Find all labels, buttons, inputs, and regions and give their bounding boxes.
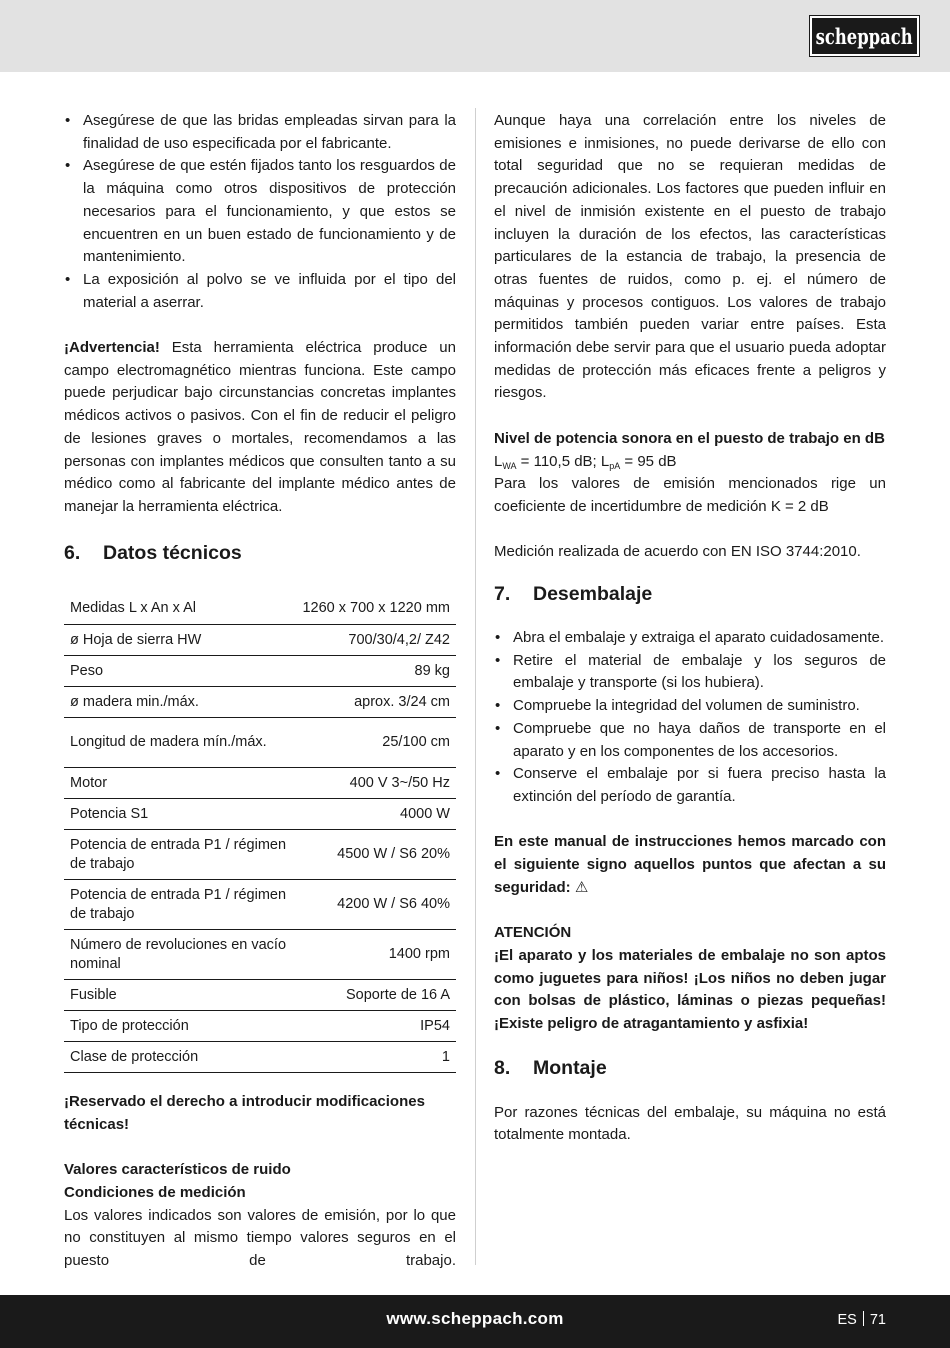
uncertainty-text: Para los valores de emisión mencionados rige un coeficiente de incertidumbre de medición K = 2 dB [494, 475, 886, 515]
table-row: Longitud de madera mín./máx. 25/100 cm [64, 718, 456, 768]
column-divider [475, 108, 476, 1265]
sound-values: $L_{WA} = 110,5$ dB; $L_{pA} = 95$ dB [494, 452, 677, 471]
page-number: 71 [869, 1312, 886, 1328]
section-6-heading: 6. Datos técnicos [64, 541, 242, 564]
page-indicator [838, 1311, 886, 1328]
list-item: • Conserve el embalaje por si fuera preciso hasta la extinción del período de garantía. [494, 763, 886, 808]
warning-label: ¡Advertencia! [64, 339, 160, 357]
sound-power-heading: Nivel de potencia sonora en el puesto de trabajo en dB [494, 429, 885, 447]
list-item: • Asegúrese de que las bridas empleadas sirvan para la finalidad de uso especificada por el fabricante. [64, 110, 456, 155]
reserved-note: ¡Reservado el derecho a introducir modificaciones técnicas! [64, 1093, 425, 1133]
list-item: • Abra el embalaje y extraiga el aparato cuidadosamente. [494, 627, 886, 650]
scheppach-logo: scheppach [810, 16, 919, 56]
list-item: • Compruebe que no haya daños de transporte en el aparato y en los componentes de los accesorios. [494, 718, 886, 763]
table-row: Clase de protección 1 [64, 1042, 456, 1073]
website-url: www.scheppach.com [386, 1309, 564, 1328]
table-row: Potencia S1 4000 W [64, 799, 456, 830]
list-item: • Compruebe la integridad del volumen de suministro. [494, 695, 886, 718]
list-item: • La exposición al polvo se ve influida por el tipo del material a aserrar. [64, 269, 456, 314]
section-7-heading: 7. Desembalaje [494, 583, 653, 606]
table-row: Fusible Soporte de 16 A [64, 980, 456, 1011]
header-bar [0, 0, 950, 72]
language-code: ES [837, 1312, 857, 1328]
table-row: Potencia de entrada P1 / régimen de trabajo 4200 W / S6 40% [64, 880, 456, 930]
montaje-text: Por razones técnicas del embalaje, su máquina no está totalmente montada. [494, 1103, 886, 1144]
table-row: Motor 400 V 3~/50 Hz [64, 768, 456, 799]
measurement-standard: Medición realizada de acuerdo con EN ISO 3744:2010. [494, 543, 861, 561]
table-row: ø madera min./máx. aprox. 3/24 cm [64, 687, 456, 718]
tech-data-table [64, 594, 456, 1074]
electromagnetic-warning [64, 337, 456, 519]
unpacking-bullets [494, 627, 886, 809]
right-column [494, 110, 886, 1147]
warning-text: Esta herramienta eléctrica produce un campo electromagnético mientras funciona. Este campo puede perjudicar bajo circunstancias concretas implantes médicos activos o pasivos. Con el fin de reducir el peligro de lesiones graves o mortales, recomendamos a las personas con implantes médicos que consulten tanto a su médico como al fabricante del implante médico antes de manejar la herramienta eléctrica. [64, 339, 456, 515]
measurement-conditions-heading: Condiciones de medición [64, 1183, 246, 1201]
warning-triangle-icon: ⚠ [574, 878, 589, 896]
list-item: • Asegúrese de que estén fijados tanto los resguardos de la máquina como otros dispositivos de protección necesarios para el funcionamiento, y que estos se encuentren en un buen estado de funcionamiento y de mantenimiento. [64, 155, 456, 269]
table-row: Medidas L x An x Al 1260 x 700 x 1220 mm [64, 594, 456, 625]
table-row: Peso 89 kg [64, 656, 456, 687]
left-column [64, 110, 456, 1273]
table-row: Tipo de protección IP54 [64, 1011, 456, 1042]
attention-text: ¡El aparato y los materiales de embalaje no son aptos como juguetes para niños! ¡Los niños no deben jugar con bolsas de plástico, láminas o piezas pequeñas! ¡Existe peligro de atragantamiento y asfixia! [494, 946, 886, 1032]
noise-text: Los valores indicados son valores de emisión, por lo que no constituyen al mismo tiempo valores seguros en el puesto de trabajo. [64, 1206, 456, 1270]
table-row: Número de revoluciones en vacío nominal 1400 rpm [64, 930, 456, 980]
section-8-heading: 8. Montaje [494, 1056, 607, 1079]
safety-marked-text: En este manual de instrucciones hemos marcado con el siguiente signo aquellos puntos que afectan a su seguridad: ⚠ [494, 833, 886, 896]
emission-intro: Aunque haya una correlación entre los niveles de emisiones e inmisiones, no puede derivarse de ello con total seguridad que no se requieran medidas de precaución adicionales. Los factores que pueden influir en el nivel de inmisión existente en el puesto de trabajo incluyen la duración de los efectos, las características particulares de la estancia de trabajo, la presencia de otras fuentes de ruidos, como p. ej. el número de máquinas y procesos contiguos. Los valores de trabajo permitidos también pueden variar entre países. Esta información debe servir para que el usuario pueda adoptar medidas de protección más eficaces frente a peligros y riesgos. [494, 112, 886, 402]
safety-bullets [64, 110, 456, 314]
table-row: Potencia de entrada P1 / régimen de trabajo 4500 W / S6 20% [64, 830, 456, 880]
noise-heading: Valores característicos de ruido [64, 1161, 291, 1179]
list-item: • Retire el material de embalaje y los seguros de embalaje y transporte (si los hubiera). [494, 650, 886, 695]
attention-label: ATENCIÓN [494, 924, 572, 942]
table-row: ø Hoja de sierra HW 700/30/4,2/ Z42 [64, 625, 456, 656]
footer-bar [0, 1295, 950, 1348]
